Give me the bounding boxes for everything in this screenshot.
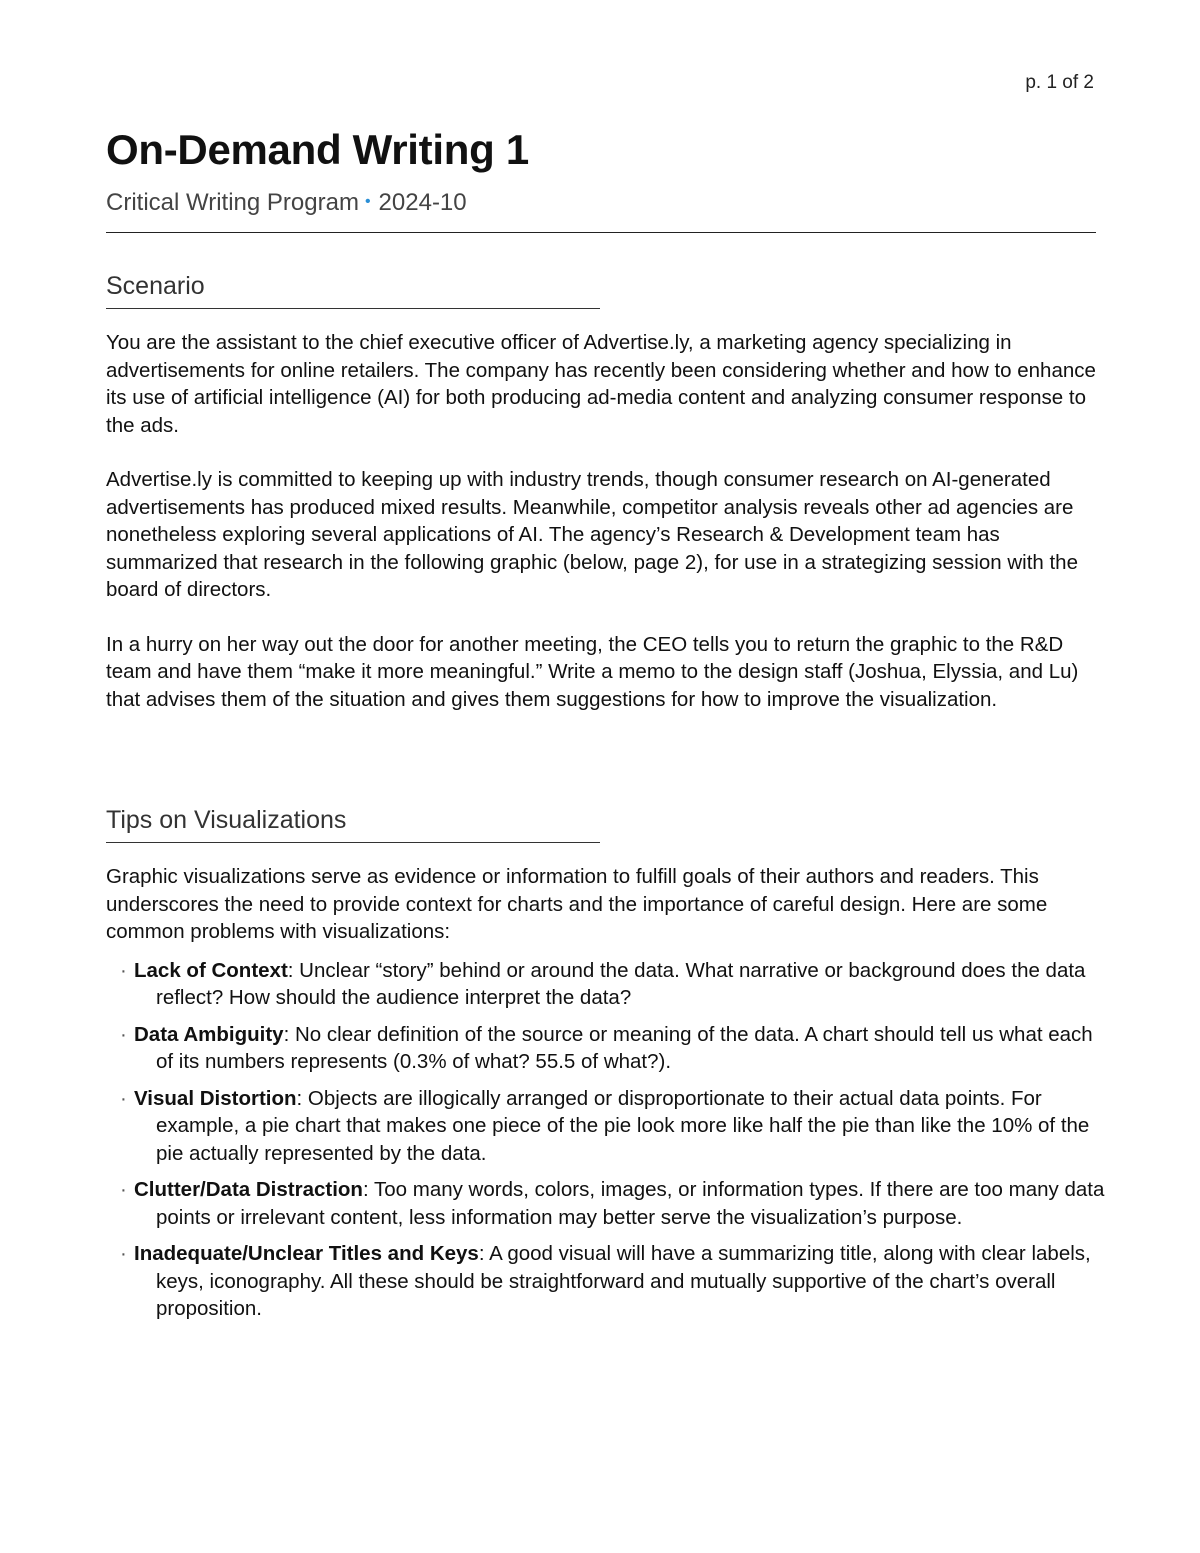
- tip-text: : No clear definition of the source or meaning of the data. A chart should tell us what each of its numbers represents (0.3% of what? 55.5 of what?).: [156, 1022, 1093, 1073]
- tip-term: Visual Distortion: [134, 1086, 297, 1110]
- tip-term: Inadequate/Unclear Titles and Keys: [134, 1242, 479, 1265]
- bullet-icon: ·: [120, 1242, 127, 1265]
- tip-text: : Too many words, colors, images, or information types. If there are too many data points or irrelevant content, less information may better serve the visualization’s purpose.: [156, 1178, 1105, 1229]
- list-item: [106, 957, 1106, 1012]
- separator-dot: •: [364, 193, 371, 210]
- tip-text: : A good visual will have a summarizing title, along with clear labels, keys, iconography. All these should be straightforward and mutually supportive of the chart’s overall proposition.: [156, 1242, 1091, 1320]
- scenario-paragraph-1: You are the assistant to the chief executive officer of Advertise.ly, a marketing agency specializing in advertisements for online retailers. The company has recently been considering whether and how to enhance its use of artificial intelligence (AI) for both producing ad-media content and analyzing consumer response to the ads.: [106, 331, 1096, 437]
- header-divider: [106, 232, 1096, 233]
- tips-intro: Graphic visualizations serve as evidence or information to fulfill goals of their authors and readers. This underscores the need to provide context for charts and the importance of careful design. Here are some common problems with visualizations:: [106, 865, 1048, 943]
- document-subtitle: [106, 186, 1096, 219]
- scenario-paragraph-3: In a hurry on her way out the door for another meeting, the CEO tells you to return the graphic to the R&D team and have them “make it more meaningful.” Write a memo to the design staff (Joshua, Elyssia, and Lu) that advises them of the situation and gives them suggestions for how to improve the visualization.: [106, 632, 1079, 711]
- document-header: [106, 124, 1096, 219]
- bullet-icon: ·: [120, 1178, 127, 1201]
- list-item: [106, 1021, 1106, 1076]
- scenario-heading: Scenario: [106, 270, 600, 309]
- tip-term: Data Ambiguity: [134, 1022, 284, 1046]
- scenario-section: [106, 270, 1106, 713]
- tip-text: : Unclear “story” behind or around the data. What narrative or background does the data reflect? How should the audience interpret the data?: [156, 958, 1086, 1009]
- bullet-icon: ·: [120, 1086, 127, 1110]
- list-item: [106, 1176, 1106, 1231]
- tip-term: Clutter/Data Distraction: [134, 1178, 363, 1201]
- tips-heading: Tips on Visualizations: [106, 804, 600, 843]
- tip-text: : Objects are illogically arranged or disproportionate to their actual data points. For example, a pie chart that makes one piece of the pie look more like half the pie than like the 10% of the pie actually represented by the data.: [156, 1086, 1090, 1165]
- bullet-icon: ·: [120, 1022, 127, 1046]
- program-name: Critical Writing Program: [106, 189, 359, 216]
- tips-list: [106, 957, 1106, 1323]
- document-date: 2024-10: [378, 189, 467, 216]
- list-item: [106, 1085, 1106, 1168]
- page-number: p. 1 of 2: [1025, 72, 1094, 93]
- scenario-paragraph-2: Advertise.ly is committed to keeping up with industry trends, though consumer research on AI-generated advertisements has produced mixed results. Meanwhile, competitor analysis reveals other ad agencies are nonetheless exploring several applications of AI. The agency’s Research & Development team has summarized that research in the following graphic (below, page 2), for use in a strategizing session with the board of directors.: [106, 468, 1078, 601]
- tip-term: Lack of Context: [134, 958, 288, 982]
- tips-section: [106, 804, 1106, 1332]
- list-item: [106, 1240, 1106, 1323]
- page-title: On-Demand Writing 1: [106, 126, 529, 173]
- bullet-icon: ·: [120, 958, 127, 982]
